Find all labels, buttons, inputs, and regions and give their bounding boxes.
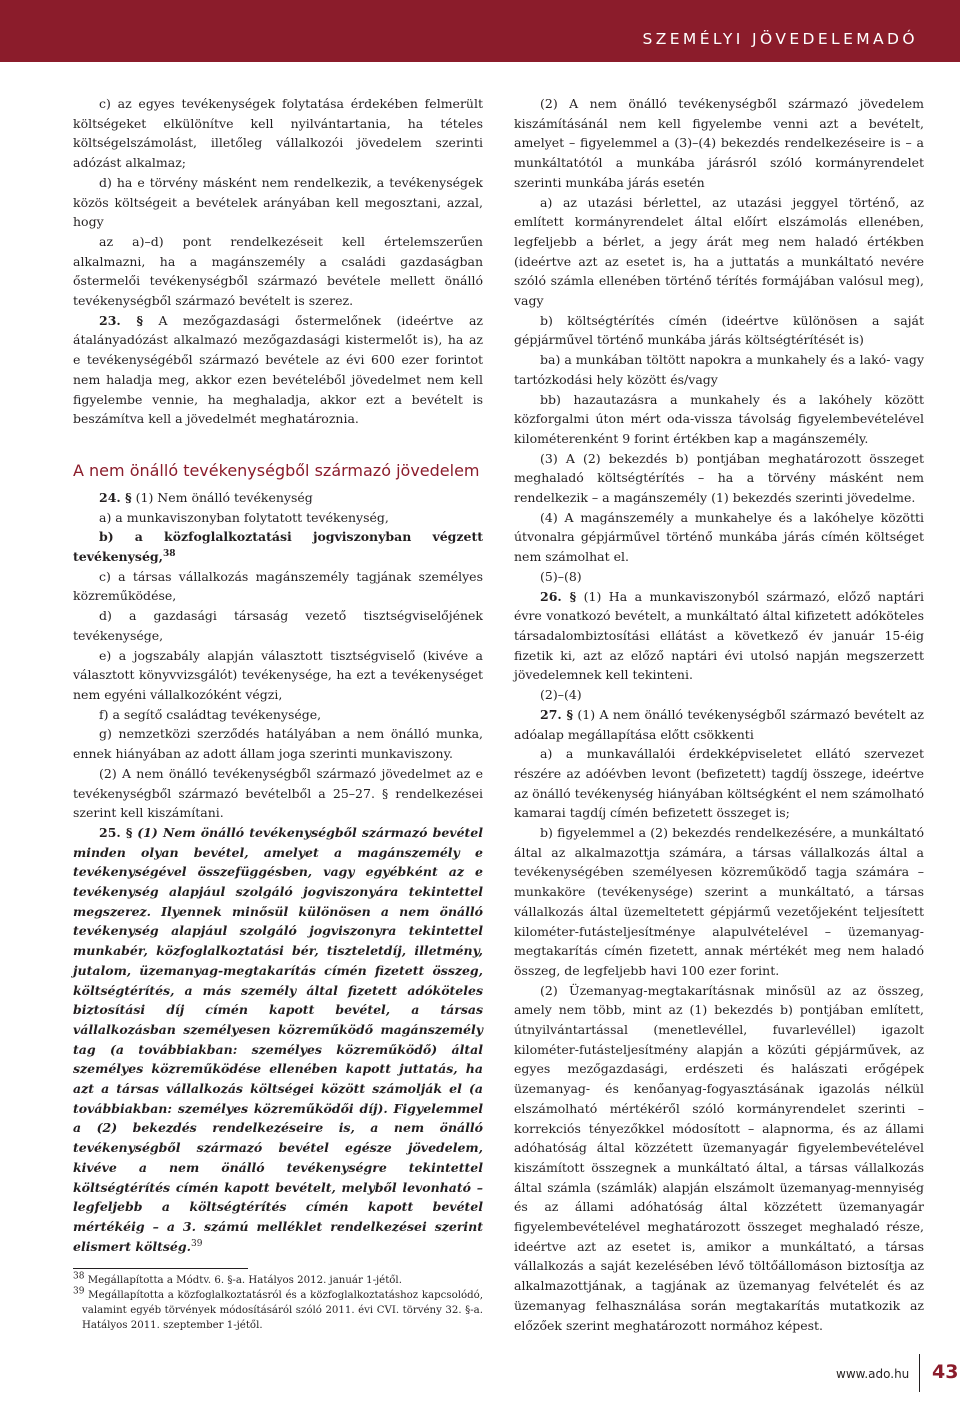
footnote: $^{39}$ Megállapította a közfoglalkoztatásról és a közfoglalkoztatáshoz kapcsolódó, valamint egyéb törvények módosításáról szóló 2011. évi CVI. törvény 32. §-a. Hatályos 2011. szeptember 1-jétől. <box>73 1286 483 1332</box>
right-column <box>514 94 924 1335</box>
paragraph: 23. § A mezőgazdasági őstermelőnek (ideértve az átalányadózást alkalmazó mezőgazdasági kistermelőt is), ha az e tevékenységéből származó bevétele az évi 600 ezer forintot nem haladja meg, akkor ezen bevételéből jövedelmet nem kell figyelembe vennie, ha meghaladja, akkor ezt a bevételt is beszámítva kell a jövedelmét meghatároznia. <box>73 312 483 427</box>
paragraph: 24. § (1) Nem önálló tevékenység <box>99 489 313 505</box>
list-item: b) a közfoglalkoztatási jogviszonyban végzett tevékenység,$^{38}$ <box>73 529 483 565</box>
footnote-ref[interactable]: 38 <box>163 548 176 559</box>
list-item: ba) a munkában töltött napokra a munkahely és a lakó- vagy tartózkodási hely között és/vagy <box>514 352 924 387</box>
list-item: b) figyelemmel a (2) bekezdés rendelkezésére, a munkáltató által az alkalmazottja számára, a társas vállalkozás által a tevékenységében személyesen közreműködő tagja számára – munkaköre (tevékenysége) szerint a munkáltató, a társas vállalkozás által üzemeltetett gépjármű vezetőjeként teljesített kilométer-futásteljesítménye alapulvételével – üzemanyag-megtakarítás címén fizetett, annak mértékét meg nem haladó összeg, de legfeljebb havi 100 ezer forint. <box>514 825 924 978</box>
list-item: a) a munkavállalói érdekképviseletet ellátó szervezet részére az adóévben levont (befizetett) tagdíj összege, ideértve az önálló tevékenység hiányában költségként el nem számolható kamarai tagdíj címén befizetett összeget is; <box>514 746 924 821</box>
paragraph: (5)–(8) <box>540 568 582 584</box>
paragraph: (2) Üzemanyag-megtakarításnak minősül az az összeg, amely nem több, mint az (1) bekezdés b) pontjában említett, útnyilvántartással (menetlevéllel, fuvarlevéllel) igazolt kilométer-futásteljesítmény alapján a közúti gépjárművek, az egyes mezőgazdasági, erdészeti és halászati erőgépek üzemanyag- és kenőanyag-fogyasztásának igazolás nélkül elszámolható mértékéről szóló kormányrendelet szerinti – korrekciós tényezőkkel módosított – alapnorma, és az állami adóhatóság által közzétett üzemanyagár figyelembevételével kiszámított összegnek a munkáltató által, a társas vállalkozás által számla (számlák) alapján elszámolt üzemanyag-mennyiség és az állami adóhatóság által közzétett üzemanyagár figyelembevételével meghatározott összeget meghaladó része, ideértve azt az esetet is, amikor a munkáltató, a társas vállalkozás a saját kezelésében lévő töltőállomáson biztosítja az alkalmazottjának, a tagjának az üzemanyag felvételét és az üzemanyag felhasználása során megtakarítás mutatkozik az előzőek szerint meghatározott normához képest. <box>514 982 924 1333</box>
list-item: a) az utazási bérlettel, az utazási jeggyel történő, az említett kormányrendelet által előírt elszámolás ellenében, legfeljebb a bérlet, a jegy árát meg nem haladó értékben (ideértve azt az esetet is, ha a juttatás a munkáltató nevére szóló számla ellenében történő térítés formájában valósul meg), vagy <box>514 194 924 309</box>
list-item: g) nemzetközi szerződés hatályában a nem önálló munka, ennek hiányában az adott állam joga szerinti munkaviszony. <box>73 726 483 762</box>
paragraph: d) ha e törvény másként nem rendelkezik, a tevékenységek közös költségeit a bevételek arányában kell megosztani, azzal, hogy <box>73 174 483 230</box>
paragraph: (2) A nem önálló tevékenységből származó jövedelmet az e tevékenységből származó bevételből a 25–27. § rendelkezései szerint kell kiszámítani. <box>73 765 483 821</box>
section-number: 26. § <box>540 588 577 604</box>
list-item: a) a munkaviszonyban folytatott tevékenység, <box>99 509 389 525</box>
list-item: d) a gazdasági társaság vezető tisztségviselőjének tevékenysége, <box>73 608 483 643</box>
running-header-title: SZEMÉLYI JÖVEDELEMADÓ <box>642 30 918 48</box>
section-number: 25. § <box>99 824 133 840</box>
section-number: 27. § <box>540 706 574 722</box>
section-heading: A nem önálló tevékenységből származó jövedelem <box>73 460 480 480</box>
paragraph: (3) A (2) bekezdés b) pontjában meghatározott összeget meghaladó költségtérítés – ha a törvény másként nem rendelkezik – a magánszemély (1) bekezdés szerinti jövedelme. <box>514 450 924 506</box>
left-column <box>73 94 483 1333</box>
list-item: c) a társas vállalkozás magánszemély tagjának személyes közreműködése, <box>73 568 483 604</box>
footnote-divider <box>73 1268 248 1269</box>
header-band <box>0 0 960 62</box>
paragraph: 27. § (1) A nem önálló tevékenységből származó bevételt az adóalap megállapítása előtt csökkenti <box>514 706 925 742</box>
paragraph: 26. § (1) Ha a munkaviszonyból származó, előző naptári évre vonatkozó bevételt, a munkáltató által kifizetett adóköteles társadalombiztosítási ellátást a következő év január 15-éig fizetik ki, azt az előző naptári évi utolsó napján megszerzett jövedelemnek kell tekinteni. <box>514 588 924 683</box>
footnote-ref[interactable]: 39 <box>190 1238 203 1249</box>
list-item: bb) hazautazásra a munkahely és a lakóhely között közforgalmi úton mért oda-vissza távolság figyelembevételével kilométerenként 9 forint értékben kap a magánszemély. <box>514 391 924 446</box>
paragraph: 25. § (1) Nem önálló tevékenységből származó bevétel minden olyan bevétel, amelyet a magánszemély e tevékenységével összefüggésben, vagy egyébként az e tevékenység alapjául szolgáló jogviszonyára tekintettel megszerez. Ilyennek minősül különösen a nem önálló tevékenység alapjául szolgáló jogviszonyra tekintettel munkabér, közfoglalkoztatási bér, tiszteletdíj, illetmény, jutalom, üzemanyag-megtakarítás címén fizetett összeg, költségtérítés, a más személy által fizetett adóköteles biztosítási díj címén kapott bevétel, a társas vállalkozásban személyesen közreműködő magánszemély tag (a továbbiakban: személyes közreműködő) által személyes közreműködése ellenében kapott juttatás, ha azt a társas vállalkozás költségei között számolják el (a továbbiakban: személyes közreműködői díj). Figyelemmel a (2) bekezdés rendelkezéseire is, a nem önálló tevékenységből származó bevétel egésze jövedelem, kivéve a nem önálló tevékenységre tekintettel költségtérítés címén kapott bevételt, melyből levonható – legfeljebb a költségtérítés címén kapott bevétel mértékéig – a 3. számú melléklet rendelkezései szerint elismert költség.$^{39}$ <box>73 824 483 1254</box>
page-number: 43 <box>932 1361 959 1383</box>
list-item: b) költségtérítés címén (ideértve különösen a saját gépjárművel történő munkába járás költségtérítését is) <box>514 312 924 348</box>
section-number: 23. § <box>99 312 144 328</box>
footer-divider <box>919 1354 920 1392</box>
paragraph: (2) A nem önálló tevékenységből származó jövedelem kiszámításánál nem kell figyelembe venni azt a bevételt, amelyet – figyelemmel a (3)–(4) bekezdés rendelkezéseire is – a munkáltatótól a munkába járásról szóló kormányrendelet szerinti munkába járás esetén <box>514 96 924 190</box>
section-number: 24. § <box>99 489 132 505</box>
paragraph: (4) A magánszemély a munkahelye és a lakóhelye közötti útvonalra gépjárművel történő munkába járás címén költséget nem számolhat el. <box>514 509 924 565</box>
list-item: e) a jogszabály alapján választott tisztségviselő (kivéve a választott könyvvizsgálót) tevékenysége, ha ezt a tevékenységet nem egyéni vállalkozóként végzi, <box>73 647 483 702</box>
paragraph: (2)–(4) <box>540 687 582 703</box>
paragraph: az a)–d) pont rendelkezéseit kell értelemszerűen alkalmazni, ha a magánszemély a családi gazdaságban őstermelői tevékenységből származó bevétele mellett önálló tevékenységből származó bevételt is szerez. <box>73 233 483 309</box>
footer-url[interactable]: www.ado.hu <box>836 1367 910 1381</box>
footnote: $^{38}$ Megállapította a Módtv. 6. §-a. Hatályos 2012. január 1-jétől. <box>73 1271 402 1287</box>
paragraph: c) az egyes tevékenységek folytatása érdekében felmerült költségeket elkülönítve kell nyilvántartania, ha tételes költségelszámolást, illetőleg vállalkozói jövedelem szerinti adózást alkalmaz; <box>73 96 483 171</box>
list-item: f) a segítő családtag tevékenysége, <box>99 706 322 722</box>
